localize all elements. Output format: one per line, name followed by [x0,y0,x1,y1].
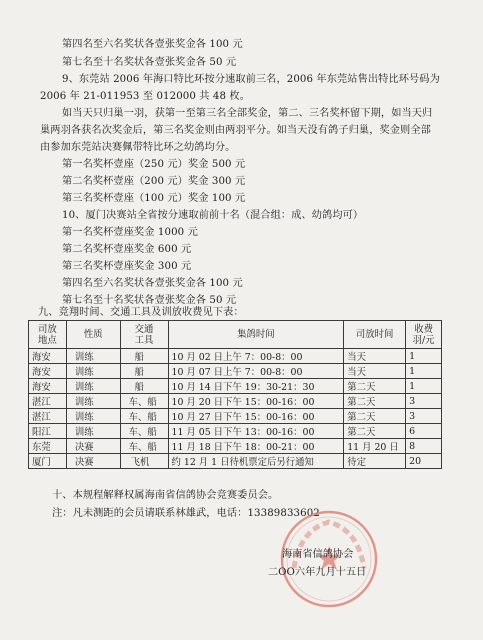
header-type: 性质 [66,321,120,349]
cell-location: 东莞 [29,439,67,454]
cell-type: 训练 [66,349,120,364]
xiamen-prize-1: 第一名奖杯壹座奖金 1000 元 [62,227,198,238]
cell-fee: 3 [406,409,442,424]
section-9-rule-line-1: 如当天只归巢一羽，获第一至第三名全部奖金，第二、三名奖杯留下期，如当天归 [62,108,433,119]
cell-transport: 车、船 [120,394,168,409]
cell-transport: 船 [120,379,168,394]
cell-type: 训练 [66,364,120,379]
xiamen-prize-3: 第三名奖杯壹座奖金 300 元 [62,261,192,272]
cell-transport: 船 [120,349,168,364]
cell-location: 湛江 [29,394,67,409]
cell-transport: 车、船 [120,439,168,454]
section-9-rule-line-3: 由参加东莞站决赛佩带特比环之幼鸽均分。 [40,142,236,153]
header-fee: 收费 羽/元 [406,321,442,349]
dongguan-prize-1: 第一名奖杯壹座（250 元）奖金 500 元 [62,159,246,170]
table-row [29,394,442,409]
cell-release-time: 第二天 [344,409,406,424]
prize-line-7-10: 第七名至十名奖状各壹张奖金各 50 元 [62,57,237,68]
cell-release-time: 第二天 [344,394,406,409]
header-transport: 交通 工具 [120,321,168,349]
table-row [29,409,442,424]
cell-location: 厦门 [29,454,67,469]
header-release-time: 司放时间 [344,321,406,349]
header-location: 司放 地点 [29,321,67,349]
signature-date: 二OO六年九月十五日 [268,567,367,578]
table-row [29,424,442,439]
cell-fee: 1 [406,349,442,364]
cell-transport: 车、船 [120,424,168,439]
cell-collection-time: 约 12 月 1 日待机票定后另行通知 [168,454,344,469]
race-schedule-table [28,320,442,469]
cell-collection-time: 10 月 20 日下午 15：00-16：00 [168,394,344,409]
cell-type: 训练 [66,379,120,394]
section-ten-clause: 十、本规程解释权属海南省信鸽协会竞赛委员会。 [52,490,279,501]
cell-type: 训练 [66,424,120,439]
cell-type: 决赛 [66,454,120,469]
cell-release-time: 第二天 [344,379,406,394]
cell-release-time: 待定 [344,454,406,469]
contact-note: 注：凡未测距的会员请联系林雄武，电话：13389833602 [52,508,320,519]
cell-collection-time: 10 月 07 日上午 7：00-8：00 [168,364,344,379]
cell-collection-time: 10 月 27 日下午 15：00-16：00 [168,409,344,424]
cell-location: 阳江 [29,424,67,439]
cell-collection-time: 10 月 14 日下午 19：30-21：30 [168,379,344,394]
cell-release-time: 当天 [344,364,406,379]
section-9-rule-line-2: 巢两羽各获名次奖金后，第三名奖金则由两羽平分。如当天没有鸽子归巢，奖金则全部 [40,125,431,136]
xiamen-prize-2: 第二名奖杯壹座奖金 600 元 [62,244,192,255]
cell-release-time: 11 月 20 日 [344,439,406,454]
cell-location: 湛江 [29,409,67,424]
table-row [29,439,442,454]
cell-transport: 车、船 [120,409,168,424]
table-row [29,454,442,469]
cell-location: 海安 [29,379,67,394]
xiamen-prize-4-6: 第四名至六名奖状各壹张奖金各 100 元 [62,278,243,289]
dongguan-prize-2: 第二名奖杯壹座（200 元）奖金 300 元 [62,176,246,187]
cell-collection-time: 10 月 02 日上午 7：00-8：00 [168,349,344,364]
cell-fee: 1 [406,364,442,379]
cell-type: 训练 [66,409,120,424]
cell-fee: 20 [406,454,442,469]
cell-fee: 3 [406,394,442,409]
cell-collection-time: 11 月 05 日下午 13：00-16：00 [168,424,344,439]
table-row [29,379,442,394]
cell-transport: 船 [120,364,168,379]
section-nine-heading: 九、竞翔时间、交通工具及训放收费见下表： [38,307,244,318]
prize-line-4-6: 第四名至六名奖状各壹张奖金各 100 元 [62,39,243,50]
cell-fee: 6 [406,424,442,439]
section-9-heading: 9、东莞站 2006 年海口特比环按分速取前三名，2006 年东莞站售出特比环号码为 [62,74,440,85]
cell-location: 海安 [29,349,67,364]
cell-transport: 飞机 [120,454,168,469]
table-row [29,364,442,379]
cell-type: 决赛 [66,439,120,454]
dongguan-prize-3: 第三名奖杯壹座（100 元）奖金 100 元 [62,193,246,204]
table-row [29,349,442,364]
header-collection-time: 集鸽时间 [168,321,344,349]
section-9-ring-numbers: 2006 年 21-011953 至 012000 共 48 枚。 [40,91,250,102]
cell-location: 海安 [29,364,67,379]
cell-fee: 8 [406,439,442,454]
cell-release-time: 第二天 [344,424,406,439]
cell-fee: 1 [406,379,442,394]
section-10-heading: 10、厦门决赛站全省按分速取前前十名（混合组：成、幼鸽均可） [62,210,364,221]
xiamen-prize-7-10: 第七名至十名奖状各壹张奖金各 50 元 [62,295,237,306]
table-header-row [29,321,442,349]
signature-organization: 海南省信鸽协会 [282,549,354,560]
cell-collection-time: 11 月 18 日下午 18：00-21：00 [168,439,344,454]
cell-type: 训练 [66,394,120,409]
cell-release-time: 当天 [344,349,406,364]
